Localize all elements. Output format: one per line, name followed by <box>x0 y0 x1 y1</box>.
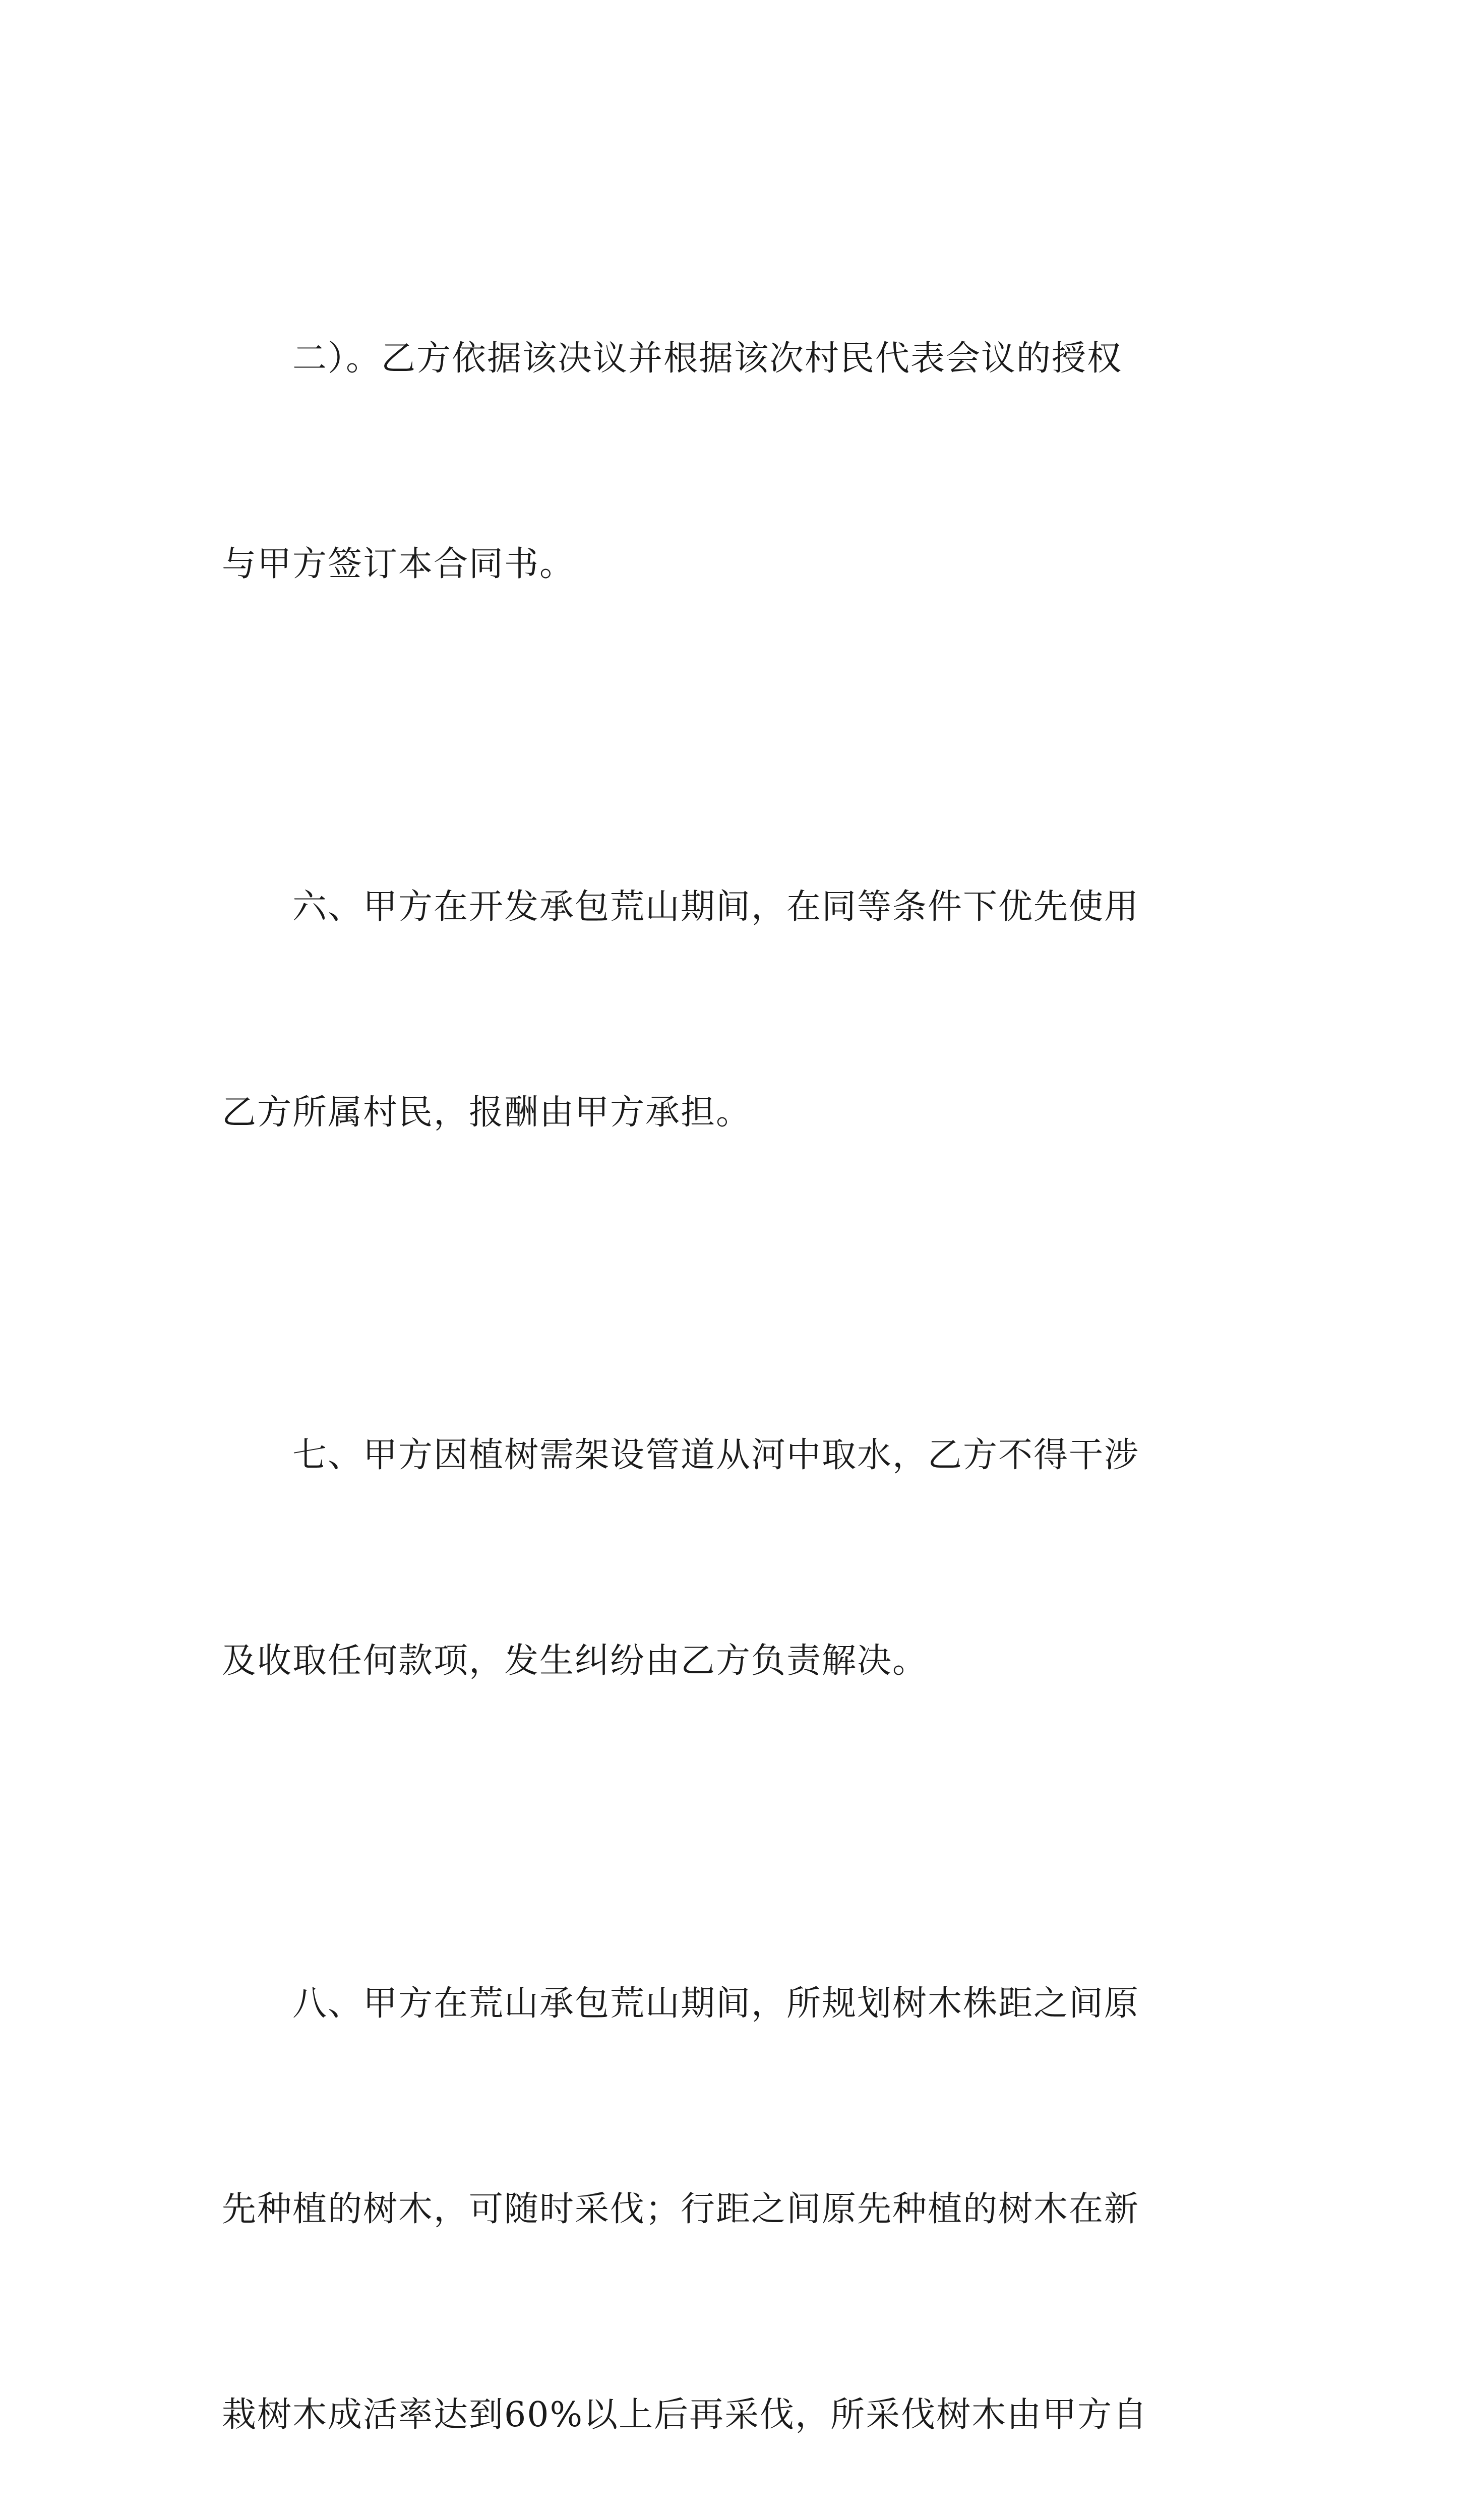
paragraph-clause-7 <box>222 1284 1250 1833</box>
contract-text <box>222 187 1250 2520</box>
paragraph-clause-5-continued <box>222 187 1250 736</box>
paragraph-clause-6 <box>222 736 1250 1284</box>
text-line: 八、甲方在荒山承包荒山期间，所规划树木株距之间原 <box>222 1984 1140 2024</box>
text-line: 先种植的树木，可随时采伐；行距之间原先种植的树木在新 <box>222 2189 1140 2229</box>
text-line: 六、甲方在开发承包荒山期间，在同等条件下优先使用 <box>222 887 1140 927</box>
text-line: 二）。乙方依据该决议并根据该次村民代表会议的授权 <box>222 339 1123 379</box>
paragraph-clause-8 <box>222 1833 1250 2520</box>
text-line: 栽树木成活率达到60%以上后再采伐，所采伐树木由甲方自 <box>222 2395 1148 2435</box>
text-line: 与甲方签订本合同书。 <box>222 544 575 584</box>
text-line: 七、甲方因植树需架设管道从河中取水，乙方不得干涉 <box>222 1435 1140 1475</box>
text-line: 及收取任何款项，发生纠纷由乙方负责解决。 <box>222 1641 928 1681</box>
text-line: 乙方所属村民，报酬由甲方承担。 <box>222 1093 752 1132</box>
